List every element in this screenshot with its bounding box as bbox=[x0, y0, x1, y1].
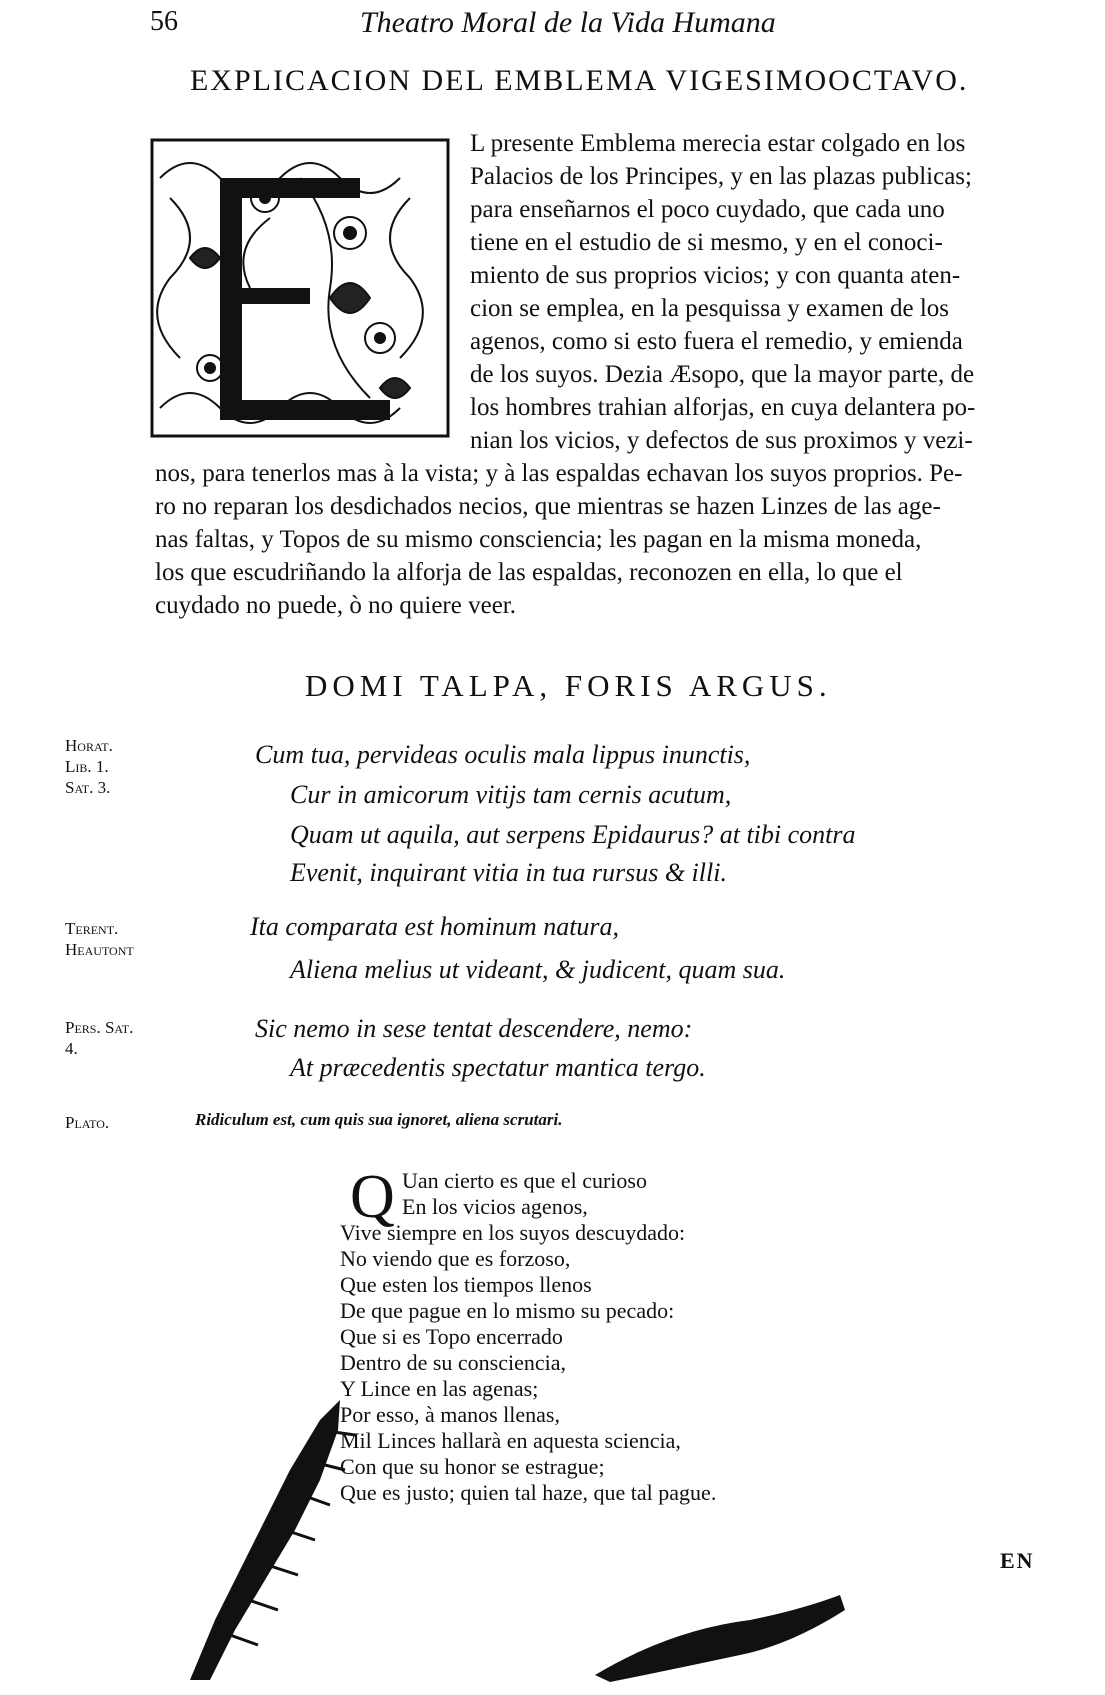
poem-line: Mil Linces hallarà en aquesta sciencia, bbox=[340, 1428, 681, 1453]
poem-line: En los vicios agenos, bbox=[402, 1194, 588, 1219]
latin-prose-line: Ridiculum est, cum quis sua ignoret, aliena scrutari. bbox=[195, 1110, 563, 1129]
paragraph-line: los hombres trahian alforjas, en cuya delantera po- bbox=[470, 394, 976, 421]
latin-verse-line: Aliena melius ut videant, & judicent, quam sua. bbox=[290, 955, 786, 984]
poem-line: Que si es Topo encerrado bbox=[340, 1324, 563, 1349]
poem-line: Por esso, à manos llenas, bbox=[340, 1402, 560, 1427]
floral-border-icon bbox=[150, 138, 450, 438]
paragraph-line: nian los vicios, y defectos de sus proximos y vezi- bbox=[470, 427, 973, 454]
paragraph-line: para enseñarnos el poco cuydado, que cada uno bbox=[470, 196, 945, 223]
latin-verse-line: Evenit, inquirant vitia in tua rursus & illi. bbox=[290, 858, 727, 887]
latin-verse-line: Sic nemo in sese tentat descendere, nemo: bbox=[255, 1014, 693, 1043]
poem-line: Que esten los tiempos llenos bbox=[340, 1272, 592, 1297]
paragraph-line: Palacios de los Principes, y en las plazas publicas; bbox=[470, 163, 972, 190]
decorated-initial bbox=[150, 138, 450, 438]
latin-verse-line: At præcedentis spectatur mantica tergo. bbox=[290, 1053, 706, 1082]
latin-verse-line: Cur in amicorum vitijs tam cernis acutum, bbox=[290, 780, 732, 809]
section-title: EXPLICACION DEL EMBLEMA VIGESIMOOCTAVO. bbox=[190, 64, 969, 97]
poem-line: No viendo que es forzoso, bbox=[340, 1246, 571, 1271]
margin-note: Terent. Heautont bbox=[65, 919, 134, 959]
svg-text:E: E bbox=[300, 330, 307, 341]
latin-verse-line: Ita comparata est hominum natura, bbox=[250, 912, 620, 941]
margin-note: Pers. Sat. 4. bbox=[65, 1018, 134, 1058]
paragraph-line: de los suyos. Dezia Æsopo, que la mayor parte, de bbox=[470, 361, 975, 388]
latin-verse-line: Cum tua, pervideas oculis mala lippus inunctis, bbox=[255, 740, 751, 769]
poem-line: Y Lince en las agenas; bbox=[340, 1376, 539, 1401]
motto-heading: DOMI TALPA, FORIS ARGUS. bbox=[305, 668, 832, 703]
paragraph-line: L presente Emblema merecia estar colgado en los bbox=[470, 130, 966, 157]
poem-drop-initial: Q bbox=[350, 1163, 395, 1231]
margin-note: Horat. Lib. 1. Sat. 3. bbox=[65, 736, 113, 797]
feather-icon bbox=[590, 1590, 850, 1682]
poem-line: Que es justo; quien tal haze, que tal pague. bbox=[340, 1480, 717, 1505]
running-title: Theatro Moral de la Vida Humana bbox=[360, 6, 776, 39]
paragraph-line: cion se emplea, en la pesquissa y examen de los bbox=[470, 295, 950, 322]
catchword: EN bbox=[1000, 1548, 1035, 1573]
poem-line: Vive siempre en los suyos descuydado: bbox=[340, 1220, 686, 1245]
margin-note: Plato. bbox=[65, 1113, 110, 1132]
paragraph-line: nas faltas, y Topos de su mismo consciencia; les pagan en la misma moneda, bbox=[155, 526, 922, 553]
paragraph-line: nos, para tenerlos mas à la vista; y à las espaldas echavan los suyos proprios. Pe- bbox=[155, 460, 963, 487]
paragraph-line: tiene en el estudio de si mesmo, y en el conoci- bbox=[470, 229, 943, 256]
paragraph-line: ro no reparan los desdichados necios, que mientras se hazen Linzes de las age- bbox=[155, 493, 941, 520]
paragraph-line: agenos, como si esto fuera el remedio, y emienda bbox=[470, 328, 963, 355]
paragraph-line: cuydado no puede, ò no quiere veer. bbox=[155, 592, 516, 619]
poem-line: De que pague en lo mismo su pecado: bbox=[340, 1298, 675, 1323]
latin-verse-line: Quam ut aquila, aut serpens Epidaurus? at tibi contra bbox=[290, 820, 856, 849]
page-number: 56 bbox=[150, 6, 178, 37]
poem-line: Con que su honor se estrague; bbox=[340, 1454, 605, 1479]
poem-line: Dentro de su consciencia, bbox=[340, 1350, 567, 1375]
paragraph-line: miento de sus proprios vicios; y con quanta aten- bbox=[470, 262, 961, 289]
paragraph-line: los que escudriñando la alforja de las espaldas, reconozen en ella, lo que el bbox=[155, 559, 903, 586]
poem-line: Uan cierto es que el curioso bbox=[402, 1168, 647, 1193]
